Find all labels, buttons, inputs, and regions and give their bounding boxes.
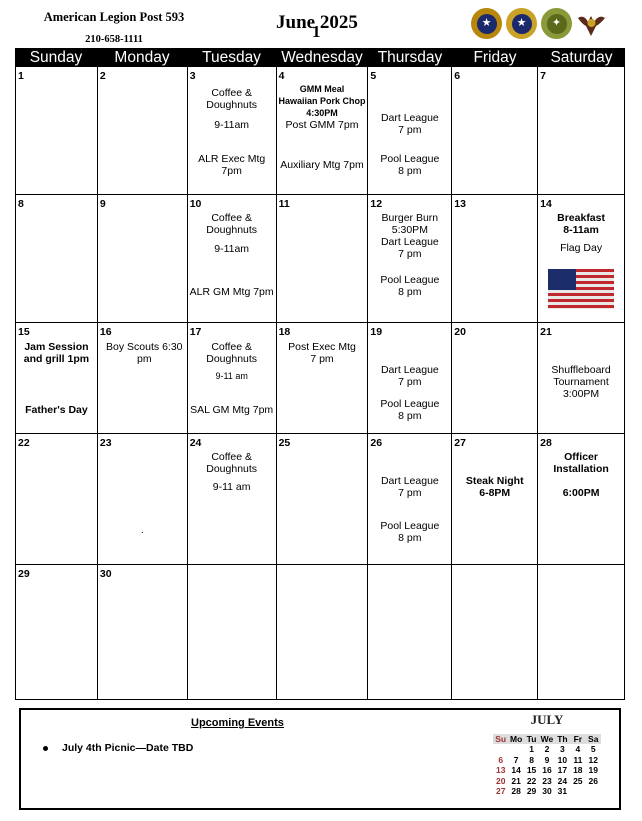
mini-day: 11 xyxy=(573,754,583,765)
mini-day: 10 xyxy=(557,754,568,765)
bullet-icon xyxy=(43,746,48,751)
mini-day: 14 xyxy=(511,765,521,775)
calendar-grid xyxy=(15,67,625,700)
day-number: 3 xyxy=(189,70,196,82)
calendar-event: . xyxy=(140,524,144,536)
calendar-event: Coffee & Doughnuts xyxy=(206,212,258,236)
mini-day: 28 xyxy=(511,786,521,796)
day-number: 24 xyxy=(189,437,202,449)
day-number: 2 xyxy=(99,70,106,82)
weekday-sunday: Sunday xyxy=(29,49,83,66)
day-cell xyxy=(98,67,188,195)
mini-day: 6 xyxy=(498,754,504,765)
day-cell xyxy=(188,434,277,565)
mini-day-name: We xyxy=(540,734,554,744)
calendar-event: 6:00PM xyxy=(562,487,600,499)
day-number: 7 xyxy=(540,70,546,82)
day-number: 15 xyxy=(18,326,30,338)
weekday-header xyxy=(15,48,625,67)
mini-day: 25 xyxy=(573,775,583,786)
day-number: 4 xyxy=(278,70,285,82)
title-stray-digit: 1 xyxy=(312,22,321,41)
sal-emblem-icon: ✦ xyxy=(541,8,572,39)
day-number: 26 xyxy=(370,437,383,449)
mini-day: 9 xyxy=(544,754,550,765)
mini-day: 2 xyxy=(544,744,550,754)
week-row xyxy=(16,323,625,434)
org-name: American Legion Post 593 xyxy=(43,10,185,24)
mini-day: 30 xyxy=(542,786,552,796)
week-row xyxy=(16,67,625,195)
day-number: 19 xyxy=(370,326,383,338)
day-cell xyxy=(368,434,452,565)
week-row xyxy=(16,195,625,323)
day-number: 29 xyxy=(18,568,30,580)
mini-day: 5 xyxy=(590,744,596,754)
auxiliary-emblem-icon: ★ xyxy=(506,8,537,39)
calendar-event: GMM Meal Hawaiian Pork Chop 4:30PM xyxy=(278,84,366,118)
day-cell xyxy=(538,67,625,195)
mini-day: 17 xyxy=(557,765,568,775)
mini-day: 22 xyxy=(526,775,537,786)
day-cell xyxy=(452,323,538,434)
day-cell xyxy=(188,565,277,700)
calendar-event: Coffee & Doughnuts xyxy=(206,341,258,365)
weekday-tuesday: Tuesday xyxy=(202,49,261,66)
calendar-event: Dart League 7 pm xyxy=(380,364,439,388)
mini-day: 18 xyxy=(573,765,583,775)
riders-eagle-icon xyxy=(576,8,607,39)
day-cell xyxy=(277,565,369,700)
week-row xyxy=(16,434,625,565)
day-cell xyxy=(16,195,98,323)
mini-day: 3 xyxy=(560,744,565,754)
weekday-monday: Monday xyxy=(114,49,170,66)
mini-week-row xyxy=(493,776,601,787)
calendar-event: Dart League 7 pm xyxy=(380,112,439,136)
mini-day: 31 xyxy=(557,786,568,796)
mini-day-name: Su xyxy=(495,734,507,744)
day-cell xyxy=(98,195,188,323)
day-cell xyxy=(452,195,538,323)
calendar-title xyxy=(276,12,358,41)
day-number: 27 xyxy=(454,437,466,449)
month-name: June xyxy=(276,12,316,33)
mini-day: 20 xyxy=(495,775,506,786)
day-number: 28 xyxy=(540,437,552,449)
flag-stripe xyxy=(548,305,614,308)
calendar-event: Dart League 7 pm xyxy=(380,475,439,499)
day-cell xyxy=(98,323,188,434)
day-number: 12 xyxy=(370,198,383,210)
calendar-event: ALR Exec Mtg 7pm xyxy=(198,153,266,177)
day-cell xyxy=(368,195,452,323)
day-cell xyxy=(16,434,98,565)
day-cell xyxy=(16,67,98,195)
calendar-event: Breakfast 8-11am xyxy=(557,212,605,236)
day-cell xyxy=(452,67,538,195)
mini-day: 26 xyxy=(588,775,598,786)
calendar-event: Pool League 8 pm xyxy=(380,153,440,177)
flag-stripe xyxy=(548,299,614,302)
day-number: 21 xyxy=(540,326,552,338)
day-number: 14 xyxy=(540,198,552,210)
day-number: 11 xyxy=(278,198,290,210)
calendar-event: 9-11 am xyxy=(215,371,248,381)
calendar-event: Jam Session and grill 1pm xyxy=(23,341,90,365)
year: 2025 xyxy=(319,12,358,33)
calendar-event: Burger Burn 5:30PM Dart League 7 pm xyxy=(380,212,439,260)
day-cell xyxy=(188,67,277,195)
day-number: 20 xyxy=(454,326,466,338)
day-cell xyxy=(538,434,625,565)
mini-day-name: Fr xyxy=(573,734,583,744)
week-row xyxy=(16,565,625,700)
mini-day: 7 xyxy=(513,754,519,765)
mini-week-row xyxy=(493,744,601,755)
mini-day-name: Th xyxy=(557,734,568,744)
calendar-event: Coffee & Doughnuts xyxy=(206,87,258,111)
mini-day: 8 xyxy=(529,754,534,765)
day-cell xyxy=(98,565,188,700)
mini-calendar-days xyxy=(493,734,601,744)
mini-day-name: Sa xyxy=(588,734,599,744)
day-number: 16 xyxy=(99,326,112,338)
calendar-event: Shuffleboard Tournament 3:00PM xyxy=(551,364,611,400)
day-cell xyxy=(452,434,538,565)
day-cell xyxy=(538,565,625,700)
day-cell xyxy=(538,323,625,434)
mini-day: 4 xyxy=(575,744,581,754)
mini-day: 12 xyxy=(588,754,598,765)
calendar-event: Post Exec Mtg 7 pm xyxy=(288,341,356,365)
weekday-thursday: Thursday xyxy=(377,49,443,66)
day-number: 17 xyxy=(189,326,202,338)
mini-day: 27 xyxy=(495,786,506,796)
mini-day: 16 xyxy=(542,765,552,775)
calendar-event: Post GMM 7pm xyxy=(285,119,359,131)
day-cell xyxy=(277,67,369,195)
day-number: 9 xyxy=(99,198,106,210)
mini-day xyxy=(586,786,601,797)
mini-day xyxy=(570,786,585,797)
mini-day: 21 xyxy=(511,775,521,786)
mini-day: 23 xyxy=(542,775,552,786)
day-cell xyxy=(188,195,277,323)
day-number: 23 xyxy=(99,437,112,449)
day-number: 30 xyxy=(99,568,112,580)
calendar-event: Father's Day xyxy=(25,404,88,416)
day-cell xyxy=(277,434,369,565)
day-number: 8 xyxy=(18,198,24,210)
calendar-event: Pool League 8 pm xyxy=(380,398,440,422)
upcoming-event-text: July 4th Picnic—Date TBD xyxy=(62,742,194,754)
day-cell xyxy=(16,323,98,434)
calendar-event: SAL GM Mtg 7pm xyxy=(190,404,274,416)
month-calendar xyxy=(15,48,625,700)
mini-day: 19 xyxy=(588,765,598,775)
mini-day xyxy=(493,744,508,755)
mini-day: 24 xyxy=(557,775,568,786)
calendar-event: ALR GM Mtg 7pm xyxy=(189,286,274,298)
american-flag-image xyxy=(548,269,614,309)
mini-calendar-july xyxy=(493,712,601,797)
mini-week-row xyxy=(493,765,601,776)
day-number: 5 xyxy=(370,70,377,82)
day-number: 10 xyxy=(189,198,202,210)
calendar-event: 9-11 am xyxy=(212,481,251,493)
calendar-event: 9-11am xyxy=(214,119,250,131)
org-header xyxy=(14,10,214,45)
day-number: 18 xyxy=(278,326,291,338)
mini-day: 29 xyxy=(526,786,537,796)
mini-calendar-rows xyxy=(493,744,601,797)
calendar-event: Auxiliary Mtg 7pm xyxy=(280,159,364,171)
day-cell xyxy=(368,323,452,434)
weekday-saturday: Saturday xyxy=(550,49,613,66)
mini-day: 15 xyxy=(526,765,537,775)
day-cell xyxy=(368,67,452,195)
mini-calendar-month: JULY xyxy=(530,712,564,727)
day-cell xyxy=(452,565,538,700)
day-cell xyxy=(277,323,369,434)
calendar-event: Pool League 8 pm xyxy=(380,274,440,298)
weekday-wednesday: Wednesday xyxy=(281,49,363,66)
flag-stripe xyxy=(548,293,614,296)
upcoming-event-item xyxy=(43,742,193,754)
mini-day: 1 xyxy=(529,744,534,754)
calendar-event: Boy Scouts 6:30 pm xyxy=(106,341,183,365)
mini-day xyxy=(508,744,523,755)
emblem-logos xyxy=(471,8,607,39)
calendar-event: Officer Installation xyxy=(553,451,609,475)
mini-day-name: Tu xyxy=(526,734,537,744)
weekday-friday: Friday xyxy=(473,49,517,66)
day-cell xyxy=(277,195,369,323)
day-number: 6 xyxy=(454,70,461,82)
day-number: 13 xyxy=(454,198,466,210)
mini-day-name: Mo xyxy=(509,734,523,744)
mini-day: 13 xyxy=(495,765,506,775)
calendar-event: Flag Day xyxy=(560,242,603,254)
day-number: 25 xyxy=(278,437,291,449)
day-cell xyxy=(188,323,277,434)
day-number: 22 xyxy=(18,437,30,449)
calendar-event: 9-11am xyxy=(214,243,250,255)
calendar-event: Pool League 8 pm xyxy=(380,520,440,544)
mini-week-row xyxy=(493,755,601,766)
org-phone: 210-658-1111 xyxy=(85,34,143,45)
legion-emblem-icon: ★ xyxy=(471,8,502,39)
upcoming-events-title: Upcoming Events xyxy=(191,717,284,729)
day-cell xyxy=(98,434,188,565)
day-cell xyxy=(368,565,452,700)
mini-week-row xyxy=(493,786,601,797)
day-cell xyxy=(16,565,98,700)
day-number: 1 xyxy=(18,70,24,82)
calendar-event: Coffee & Doughnuts xyxy=(206,451,258,475)
calendar-event: Steak Night 6-8PM xyxy=(465,475,524,499)
